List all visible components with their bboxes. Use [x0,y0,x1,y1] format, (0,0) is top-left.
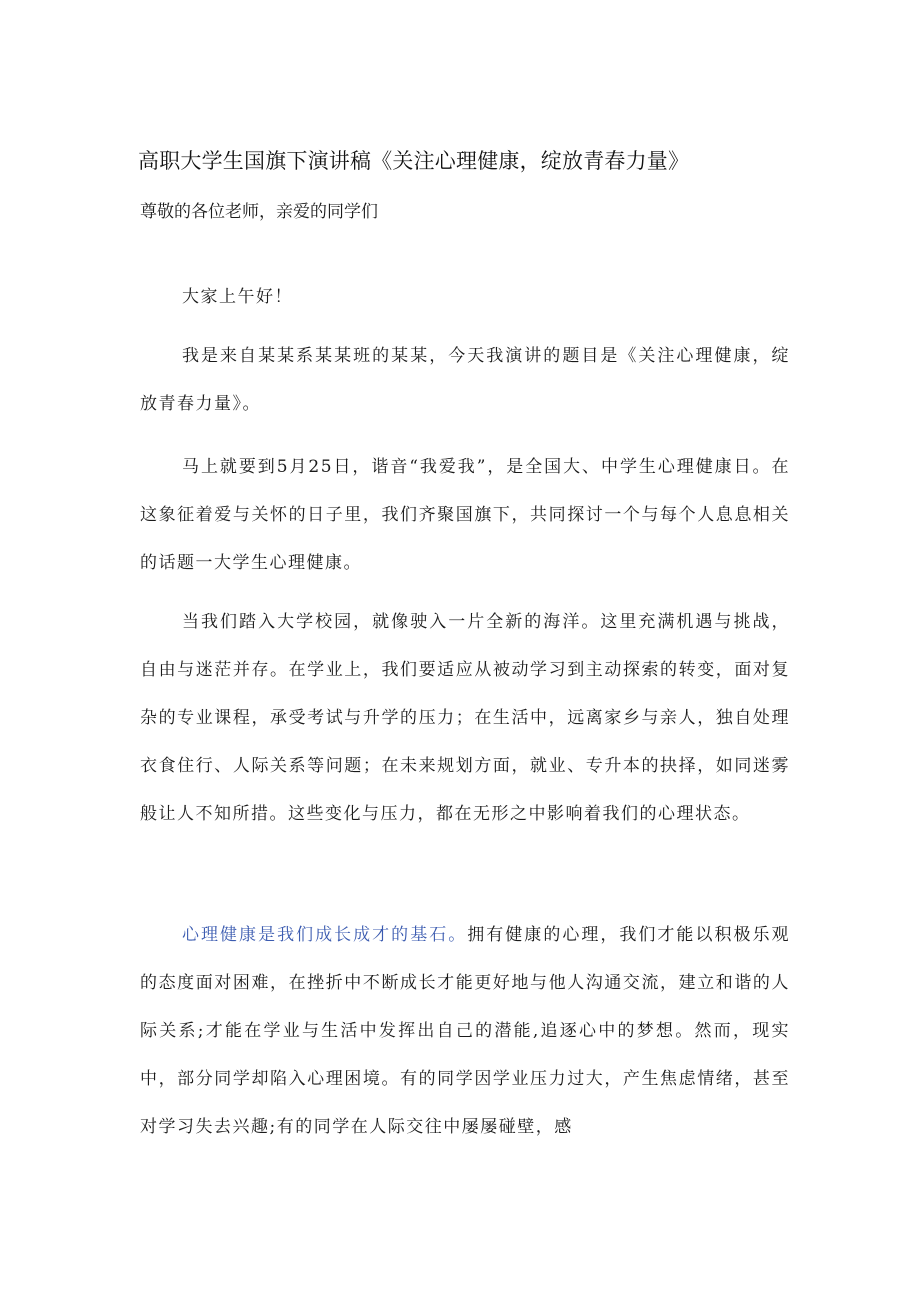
paragraph-greeting: 大家上午好！ [182,287,293,307]
highlighted-sentence: 心理健康是我们成长成才的基石。 [182,925,468,945]
salutation: 尊敬的各位老师，亲爱的同学们 [140,202,378,222]
paragraph-intro: 我是来自某某系某某班的某某，今天我演讲的题目是《关注心理健康，绽放青春力量》。 [140,346,790,414]
paragraph-college-life: 当我们踏入大学校园，就像驶入一片全新的海洋。这里充满机遇与挑战，自由与迷茫并存。在学业上，我们要适应从被动学习到主动探索的转变，面对复杂的专业课程，承受考试与升学的压力；在生活中，远离家乡与亲人，独自处理衣食住行、人际关系等问题；在未来规划方面，就业、专升本的抉择，如同迷雾般让人不知所措。这些变化与压力，都在无形之中影响着我们的心理状态。 [140,612,790,824]
paragraph-keystone-text: 拥有健康的心理，我们才能以积极乐观的态度面对困难，在挫折中不断成长才能更好地与他人沟通交流，建立和谐的人际关系;才能在学业与生活中发挥出自己的潜能,追逐心中的梦想。然而，现实中，部分同学却陷入心理困境。有的同学因学业压力过大，产生焦虑情绪，甚至对学习失去兴趣;有的同学在人际交往中屡屡碰壁，感 [140,925,791,1137]
paragraph-keystone [140,911,790,1151]
paragraph-mental-health-day: 马上就要到5月25日，谐音“我爱我”，是全国大、中学生心理健康日。在这象征着爱与关怀的日子里，我们齐聚国旗下，共同探讨一个与每个人息息相关的话题一大学生心理健康。 [140,457,790,573]
document-title: 高职大学生国旗下演讲稿《关注心理健康，绽放青春力量》 [138,149,690,173]
